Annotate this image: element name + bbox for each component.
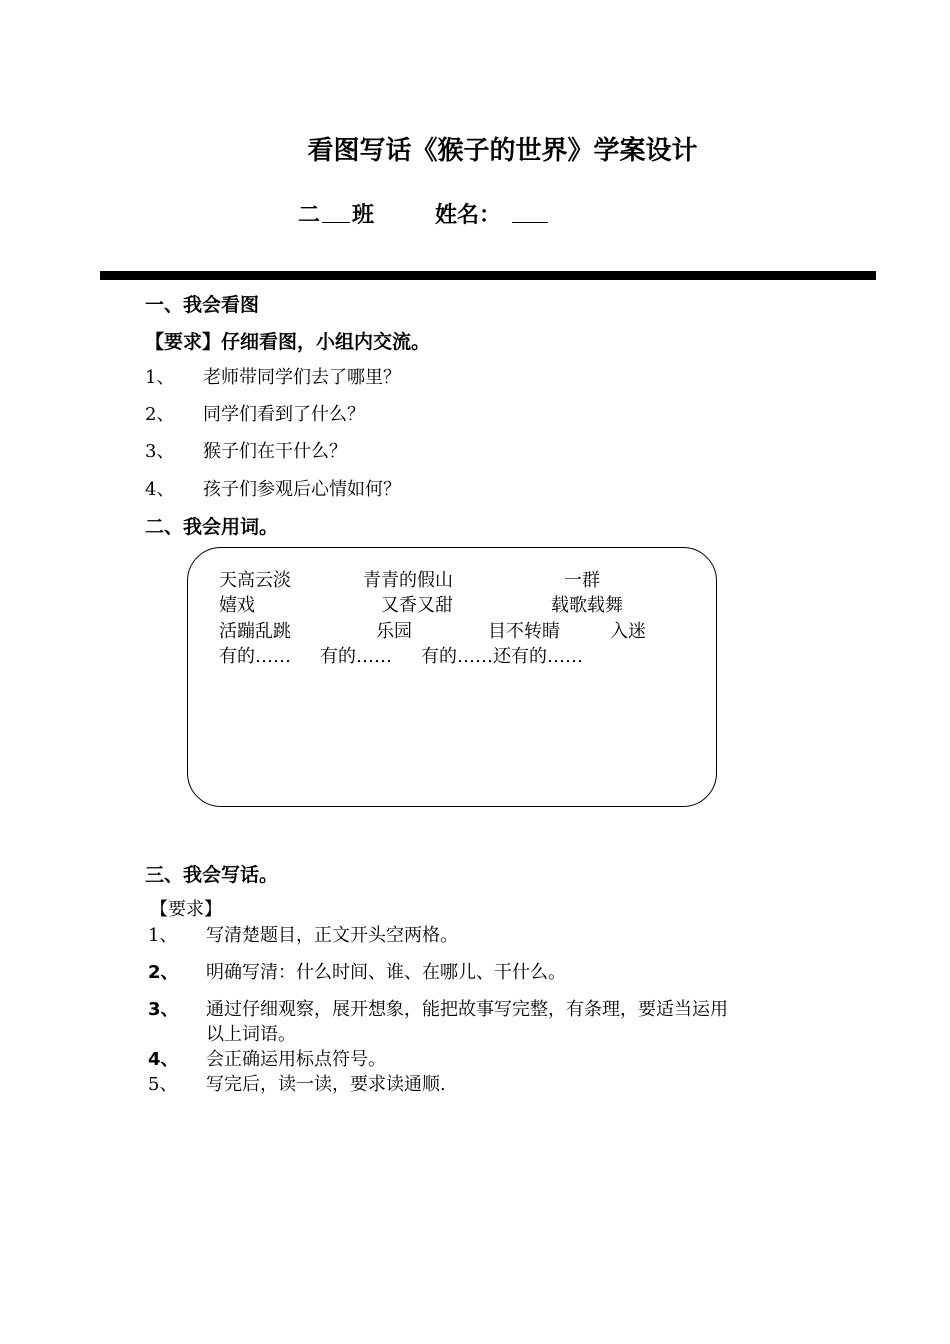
section3-requirement: 【要求】 (150, 899, 222, 920)
grade-label: 二 (298, 203, 321, 228)
item-number: 4、 (148, 1049, 179, 1070)
item-text: 写清楚题目，正文开头空两格。 (206, 925, 458, 946)
word-item: 入迷 (610, 621, 646, 642)
item-number: 1、 (148, 925, 178, 946)
list-item (148, 1045, 386, 1071)
heavy-divider (100, 271, 876, 280)
class-label: 班 (352, 203, 375, 228)
list-item (148, 921, 458, 947)
item-number: 2、 (145, 404, 175, 425)
page-title: 看图写话《猴子的世界》学案设计 (307, 136, 698, 166)
item-text: 猴子们在干什么？ (203, 441, 347, 462)
list-item (148, 1070, 446, 1096)
word-item: 一群 (564, 570, 600, 591)
item-text: 同学们看到了什么？ (203, 404, 365, 425)
item-text: 孩子们参观后心情如何？ (203, 479, 401, 500)
word-item: 天高云淡 (219, 570, 291, 591)
list-item (145, 400, 365, 426)
item-number: 3、 (145, 441, 175, 462)
item-text-continued: 以上词语。 (206, 1024, 296, 1045)
list-item (145, 363, 401, 389)
word-item: 乐园 (376, 621, 412, 642)
item-text: 通过仔细观察，展开想象，能把故事写完整，有条理，要适当运用 (206, 999, 728, 1020)
word-item: 有的…… (219, 646, 291, 667)
item-number: 4、 (145, 479, 175, 500)
item-text: 明确写清：什么时间、谁、在哪儿、干什么。 (206, 962, 566, 983)
item-number: 3、 (148, 999, 179, 1020)
section2-heading: 二、我会用词。 (145, 516, 279, 538)
section1-requirement: 【要求】仔细看图，小组内交流。 (145, 331, 431, 353)
list-item (145, 437, 347, 463)
item-text: 会正确运用标点符号。 (206, 1049, 386, 1070)
word-item: 载歌载舞 (551, 595, 623, 616)
list-item (148, 958, 566, 984)
item-text: 老师带同学们去了哪里？ (203, 367, 401, 388)
list-item (145, 475, 401, 501)
word-item: 活蹦乱跳 (219, 621, 291, 642)
item-text: 写完后，读一读，要求读通顺. (206, 1074, 446, 1095)
section1-heading: 一、我会看图 (145, 294, 260, 316)
name-blank[interactable] (512, 222, 548, 223)
word-item: 有的…… (320, 646, 392, 667)
section3-heading: 三、我会写话。 (145, 864, 279, 886)
list-item (148, 995, 728, 1021)
word-item: 有的……还有的…… (421, 646, 583, 667)
item-number: 5、 (148, 1074, 178, 1095)
word-item: 目不转睛 (488, 621, 560, 642)
item-number: 1、 (145, 367, 175, 388)
name-label: 姓名： (435, 203, 502, 228)
item-number: 2、 (148, 962, 179, 983)
word-item: 青青的假山 (363, 570, 453, 591)
word-item: 又香又甜 (381, 595, 453, 616)
class-blank[interactable] (322, 222, 350, 223)
word-item: 嬉戏 (219, 595, 255, 616)
